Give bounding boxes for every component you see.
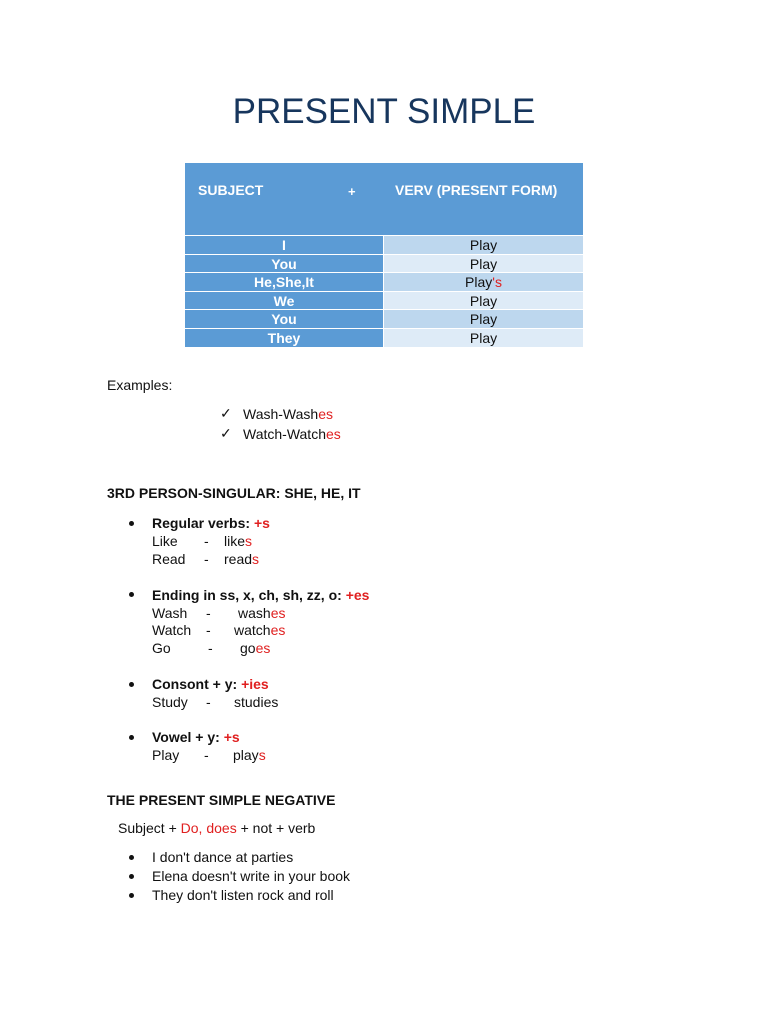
row-verb: Play bbox=[384, 310, 583, 329]
verb-pair: Like - likes bbox=[152, 533, 253, 549]
row-subject: You bbox=[185, 310, 384, 329]
negative-example: Elena doesn't write in your book bbox=[152, 868, 351, 884]
negative-example: They don't listen rock and roll bbox=[152, 887, 334, 903]
example-item: Watch-Watches bbox=[243, 426, 341, 442]
table-header bbox=[185, 163, 583, 236]
verb-pair: Watch - watches bbox=[152, 622, 286, 638]
row-subject: I bbox=[185, 236, 384, 255]
row-subject: They bbox=[185, 329, 384, 348]
row-verb: Play bbox=[384, 236, 583, 255]
examples-label: Examples: bbox=[107, 377, 173, 393]
header-subject: SUBJECT bbox=[198, 182, 264, 198]
section-heading-third-person: 3RD PERSON-SINGULAR: SHE, HE, IT bbox=[107, 485, 361, 501]
verb-pair: Go - goes bbox=[152, 640, 271, 656]
table-row bbox=[185, 292, 583, 311]
bullet-icon bbox=[129, 735, 134, 740]
table-row bbox=[185, 255, 583, 274]
bullet-icon bbox=[129, 874, 134, 879]
verb-pair: Study - studies bbox=[152, 694, 279, 710]
bullet-icon bbox=[129, 855, 134, 860]
verb-pair: Wash - washes bbox=[152, 605, 286, 621]
verb-pair: Play - plays bbox=[152, 747, 266, 763]
negative-formula: Subject + Do, does + not + verb bbox=[118, 820, 316, 836]
header-plus: + bbox=[348, 184, 356, 199]
row-verb: Play bbox=[384, 329, 583, 348]
row-subject: You bbox=[185, 255, 384, 274]
row-verb: Play bbox=[384, 255, 583, 274]
table-row bbox=[185, 329, 583, 348]
row-subject: He,She,It bbox=[185, 273, 384, 292]
example-item: Wash-Washes bbox=[243, 406, 333, 422]
row-verb: Play's bbox=[384, 273, 583, 292]
negative-example: I don't dance at parties bbox=[152, 849, 294, 865]
bullet-icon bbox=[129, 592, 134, 597]
bullet-icon bbox=[129, 682, 134, 687]
bullet-icon bbox=[129, 521, 134, 526]
section-heading-negative: THE PRESENT SIMPLE NEGATIVE bbox=[107, 792, 336, 808]
header-verb: VERV (PRESENT FORM) bbox=[395, 182, 558, 198]
rule-label: Consont + y: +ies bbox=[152, 676, 269, 692]
table-row bbox=[185, 236, 583, 255]
rule-label: Vowel + y: +s bbox=[152, 729, 240, 745]
table-row bbox=[185, 273, 583, 292]
check-icon: ✓ bbox=[220, 425, 232, 441]
check-icon: ✓ bbox=[220, 405, 232, 421]
bullet-icon bbox=[129, 893, 134, 898]
rule-label: Regular verbs: +s bbox=[152, 515, 270, 531]
conjugation-table bbox=[185, 163, 583, 348]
verb-pair: Read - reads bbox=[152, 551, 260, 567]
table-row bbox=[185, 310, 583, 329]
page-title: PRESENT SIMPLE bbox=[232, 92, 536, 131]
rule-label: Ending in ss, x, ch, sh, zz, o: +es bbox=[152, 587, 370, 603]
row-verb: Play bbox=[384, 292, 583, 311]
row-subject: We bbox=[185, 292, 384, 311]
